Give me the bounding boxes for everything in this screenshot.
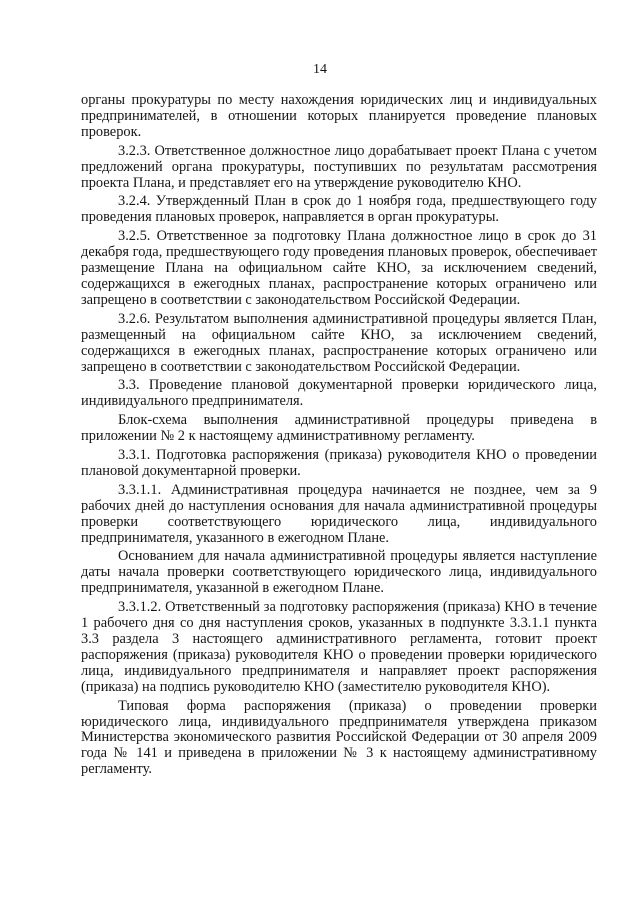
paragraph-3-2-5: 3.2.5. Ответственное за подготовку Плана должностное лицо в срок до 31 декабря года, предшествующего году проведения плановых проверок, обеспечивает размещение Плана на официальном сайте КНО, за исключением сведений, содержащихся в ежегодных планах, распространение которых ограничено или запрещено в соответствии с законодательством Российской Федерации.	[81, 228, 597, 308]
paragraph-3-3-1-2: 3.3.1.2. Ответственный за подготовку распоряжения (приказа) КНО в течение 1 рабочего дня со дня наступления сроков, указанных в подпункте 3.3.1.1 пункта 3.3 раздела 3 настоящего административного регламента, готовит проект распоряжения (приказа) руководителя КНО о проведении проверки юридического лица, индивидуального предпринимателя и направляет проект распоряжения (приказа) на подпись руководителю КНО (заместителю руководителя КНО).	[81, 599, 597, 695]
paragraph-basis: Основанием для начала административной процедуры является наступление даты начала проверки соответствующего юридического лица, индивидуального предпринимателя, указанной в ежегодном Плане.	[81, 548, 597, 597]
document-body	[81, 93, 597, 781]
paragraph-3-2-3: 3.2.3. Ответственное должностное лицо дорабатывает проект Плана с учетом предложений органа прокуратуры, поступивших по результатам рассмотрения проекта Плана, и представляет его на утверждение руководителю КНО.	[81, 142, 597, 191]
paragraph-3-2-4: 3.2.4. Утвержденный План в срок до 1 ноября года, предшествующего году проведения плановых проверок, направляется в орган прокуратуры.	[81, 193, 597, 226]
page-number: 14	[313, 62, 327, 77]
paragraph-standard-form: Типовая форма распоряжения (приказа) о проведении проверки юридического лица, индивидуального предпринимателя утверждена приказом Министерства экономического развития Российской Федерации от 30 апреля 2009 года № 141 и приведена в приложении № 3 к настоящему административному регламенту.	[81, 697, 597, 778]
paragraph-block-scheme: Блок-схема выполнения административной процедуры приведена в приложении № 2 к настоящему административному регламенту.	[81, 412, 597, 445]
paragraph-3-3-1-1: 3.3.1.1. Административная процедура начинается не позднее, чем за 9 рабочих дней до наступления основания для начала административной процедуры проверки соответствующего юридического лица, индивидуального предпринимателя, указанного в ежегодном Плане.	[81, 481, 597, 546]
paragraph-3-3-1: 3.3.1. Подготовка распоряжения (приказа) руководителя КНО о проведении плановой документарной проверки.	[81, 447, 597, 479]
paragraph-3-2-6: 3.2.6. Результатом выполнения административной процедуры является План, размещенный на официальном сайте КНО, за исключением сведений, содержащихся в ежегодных планах, распространение которых ограничено или запрещено в соответствии с законодательством Российской Федерации.	[81, 310, 597, 375]
paragraph-continuation: органы прокуратуры по месту нахождения юридических лиц и индивидуальных предпринимателей, в отношении которых планируется проведение плановых проверок.	[81, 92, 597, 140]
paragraph-3-3: 3.3. Проведение плановой документарной проверки юридического лица, индивидуального предпринимателя.	[81, 377, 597, 410]
